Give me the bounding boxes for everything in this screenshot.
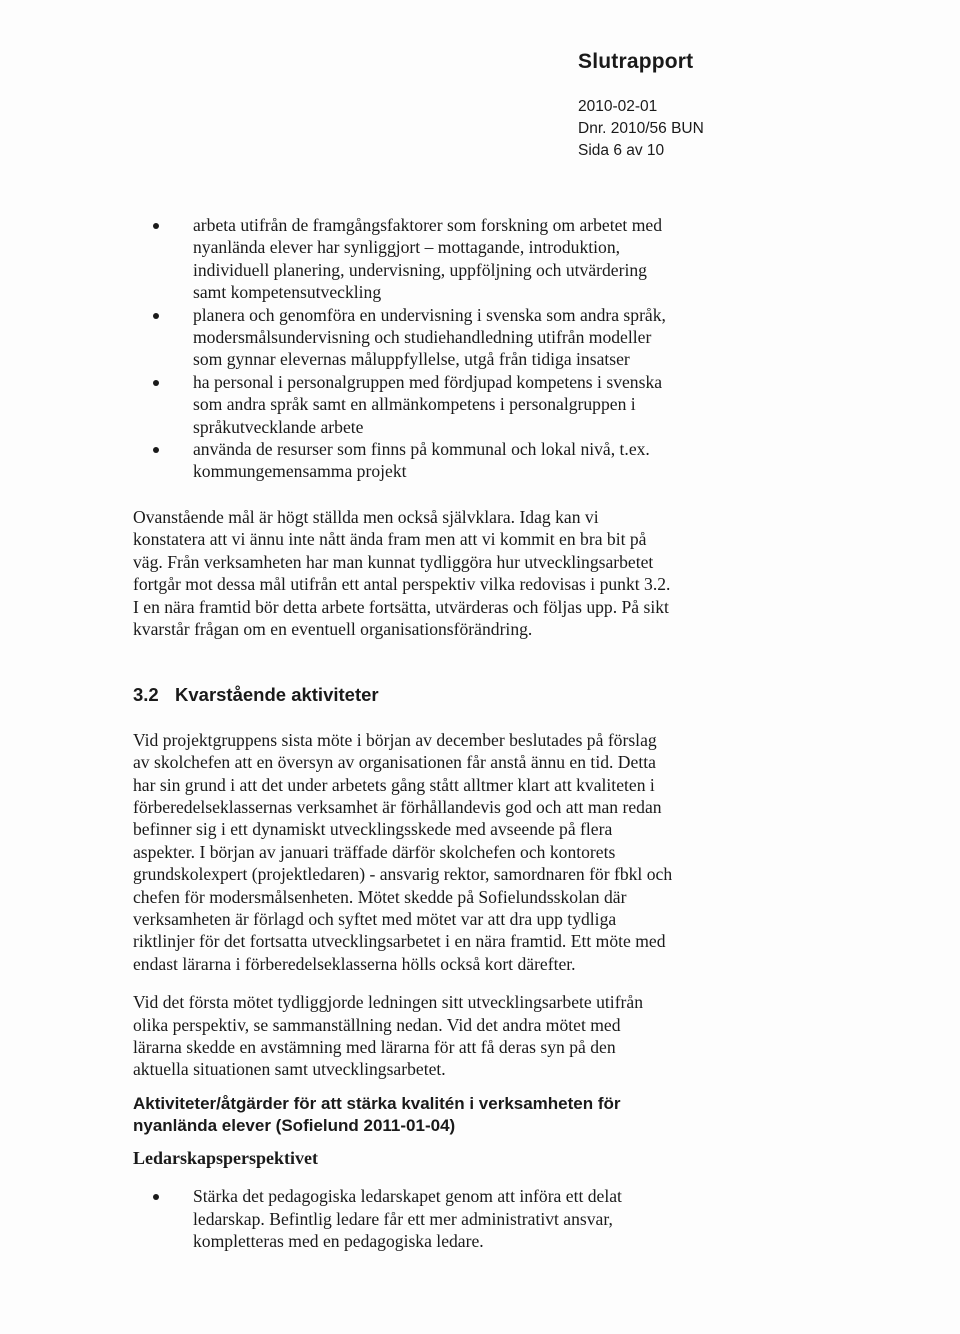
- page-number: Sida 6 av 10: [578, 142, 665, 159]
- list-item-line: arbeta utifrån de framgångsfaktorer som forskning om arbetet med: [193, 215, 662, 235]
- bullet-icon: [153, 447, 159, 453]
- paragraph-line: kvarstår frågan om en eventuell organisationsförändring.: [133, 618, 533, 639]
- paragraph-line: fortgår mot dessa mål utifrån ett antal perspektiv vilka redovisas i punkt 3.2.: [133, 574, 671, 595]
- paragraph-line: chefen för modersmålsenheten. Mötet skedde på Sofielundsskolan där: [133, 886, 627, 907]
- section-heading: [133, 684, 733, 706]
- list-item-line: kommungemensamma projekt: [193, 461, 407, 482]
- heading-line: Aktiviteter/åtgärder för att stärka kvalitén i verksamheten för: [133, 1093, 621, 1113]
- list-item-line: samt kompetensutveckling: [193, 282, 382, 303]
- bullet-icon: [153, 313, 159, 319]
- perspective-heading: Ledarskapsperspektivet: [133, 1147, 319, 1168]
- list-item-line: använda de resurser som finns på kommunal och lokal nivå, t.ex.: [193, 439, 650, 460]
- list-item-line: ledarskap. Befintlig ledare får ett mer administrativt ansvar,: [193, 1208, 613, 1229]
- list-item: [133, 371, 733, 438]
- paragraph-line: olika perspektiv, se sammanställning nedan. Vid det andra mötet med: [133, 1014, 621, 1035]
- paragraph-line: lärarna skedde en avstämning med lärarna för att få deras syn på den: [133, 1037, 616, 1057]
- document-title: Slutrapport: [578, 50, 694, 73]
- paragraph-line: Vid det första mötet tydliggjorde ledningen sitt utvecklingsarbete utifrån: [133, 992, 644, 1013]
- paragraph-line: befinner sig i ett dynamiskt utvecklingsskede med avseende på flera: [133, 819, 613, 840]
- list-item-line: språkutvecklande arbete: [193, 416, 364, 437]
- document-reference: Dnr. 2010/56 BUN: [578, 120, 704, 137]
- paragraph-line: av skolchefen att en översyn av organisationen får anstå ännu en tid. Detta: [133, 752, 656, 773]
- list-item-line: som andra språk samt en allmänkompetens i personalgruppen i: [193, 394, 636, 415]
- list-item: [133, 304, 733, 371]
- document-header: [578, 50, 704, 162]
- activities-heading: [133, 1093, 733, 1137]
- paragraph-line: aspekter. I början av januari träffade därför skolchefen och kontorets: [133, 841, 616, 862]
- list-item: [133, 1185, 733, 1252]
- perspective-list: [133, 1185, 733, 1252]
- goals-list: [133, 214, 733, 483]
- paragraph-line: Vid projektgruppens sista möte i början av december beslutades på förslag: [133, 729, 657, 750]
- heading-line: nyanlända elever (Sofielund 2011-01-04): [133, 1115, 456, 1135]
- paragraph-line: I en nära framtid bör detta arbete fortsätta, utvärderas och följas upp. På sikt: [133, 596, 669, 617]
- document-date: 2010-02-01: [578, 98, 658, 115]
- bullet-icon: [153, 223, 159, 229]
- list-item-line: nyanlända elever har synliggjort – mottagande, introduktion,: [193, 237, 621, 258]
- paragraph-line: konstatera att vi ännu inte nått ända fram men att vi kommit en bra bit på: [133, 529, 647, 550]
- list-item: [133, 214, 733, 304]
- paragraph-line: väg. Från verksamheten har man kunnat tydliggöra hur utvecklingsarbetet: [133, 551, 654, 572]
- list-item: [133, 438, 733, 483]
- summary-paragraph: [133, 506, 733, 640]
- section-paragraph-2: [133, 991, 733, 1081]
- paragraph-line: endast lärarna i förberedelseklasserna hölls också kort därefter.: [133, 953, 576, 974]
- list-item-line: planera och genomföra en undervisning i svenska som andra språk,: [193, 304, 666, 325]
- paragraph-line: grundskolexpert (projektledaren) - ansvarig rektor, samordnaren för fbkl och: [133, 864, 673, 885]
- paragraph-line: aktuella situationen samt utvecklingsarbetet.: [133, 1059, 446, 1080]
- bullet-icon: [153, 380, 159, 386]
- paragraph-line: Ovanstående mål är högt ställda men också självklara. Idag kan vi: [133, 506, 599, 527]
- paragraph-line: har sin grund i att det under arbetets gång stått alltmer klart att kvaliteten i: [133, 774, 655, 795]
- section-paragraph-1: [133, 729, 733, 975]
- paragraph-line: riktlinjer för det fortsatta utvecklingsarbetet i en nära framtid. Ett möte med: [133, 931, 666, 952]
- bullet-icon: [153, 1194, 159, 1200]
- paragraph-line: förberedelseklassernas verksamhet är förhållandevis god och att man redan: [133, 796, 662, 817]
- list-item-line: individuell planering, undervisning, uppföljning och utvärdering: [193, 259, 647, 280]
- list-item-line: som gynnar elevernas måluppfyllelse, utgå från tidiga insatser: [193, 349, 630, 370]
- list-item-line: Stärka det pedagogiska ledarskapet genom att införa ett delat: [193, 1186, 622, 1207]
- list-item-line: ha personal i personalgruppen med fördjupad kompetens i svenska: [193, 371, 663, 392]
- document-body: [133, 214, 733, 1252]
- section-title: Kvarstående aktiviteter: [175, 684, 379, 706]
- list-item-line: kompletteras med en pedagogiska ledare.: [193, 1231, 484, 1252]
- paragraph-line: verksamheten är förlagd och syftet med mötet var att dra upp tydliga: [133, 908, 617, 929]
- section-number: 3.2: [133, 684, 159, 706]
- list-item-line: modersmålsundervisning och studiehandledning utifrån modeller: [193, 327, 652, 348]
